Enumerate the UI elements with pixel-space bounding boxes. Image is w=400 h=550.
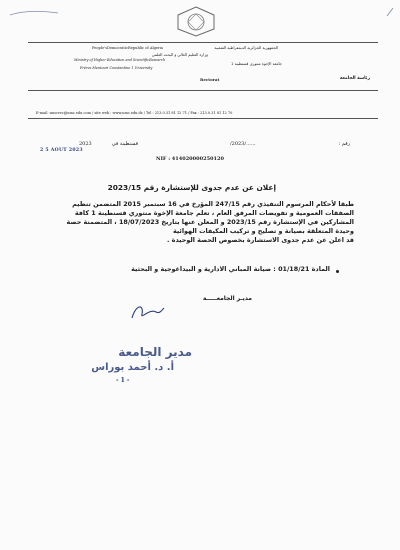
margin-mark-right [386, 2, 394, 12]
ministry-ar: وزارة التعليم العالي و البحث العلمي [151, 52, 208, 57]
paragraph-line-2: الصفقات العمومية و تفويضات المرفق العام ، تعلم جامعة الإخوة منتوري قسنطينة 1 كافة [74, 209, 354, 217]
rectorat-ar: رئاسة الجامعة [339, 76, 370, 81]
reference-date-label: قسنطينة في [111, 141, 138, 147]
reference-date-value: 2023 [79, 141, 92, 147]
header-mid-rule [28, 90, 378, 91]
republic-ar: الجمهورية الجزائرية الديمقراطية الشعبية [214, 45, 278, 50]
notice-paragraph [36, 200, 354, 245]
paragraph-line-1: طبقا لأحكام المرسوم التنفيذي رقم 247/15 المؤرخ في 16 سبتمبر 2015 المتضمن تنظيم [72, 200, 354, 208]
date-stamp: 2 5 AOUT 2023 [40, 148, 83, 153]
header-top-rule [28, 42, 378, 43]
university-en: Frères Mentouri Constantine 1 University [80, 66, 153, 70]
paragraph-line-3: المشاركين في الإستشارة رقم 2023/15 و المعلن عنها بتاريخ 18/07/2023 ، المتضمنة حصة [66, 218, 354, 226]
signature-scribble [126, 300, 166, 324]
stamp-page: - 1 - [116, 377, 130, 384]
rectorat-en: Rectorat [200, 77, 220, 82]
margin-mark-top [8, 2, 62, 12]
republic-en: People'sDemocraticRepublic of Algeria [92, 46, 164, 50]
paragraph-line-5: قد اعلن عن عدم جدوى الاستشارة بخصوص الحصة الوحيدة . [167, 236, 354, 244]
university-logo [174, 5, 218, 37]
contact-rule [28, 118, 378, 119]
stamp-line-2: أ. د. أحمد بوراس [91, 362, 174, 373]
university-ar: جامعة الإخوة منتوري قسنطينة 1 [230, 61, 282, 66]
signature-title: مديـر الجامعـــــة [202, 295, 252, 302]
stamp-line-1: مدير الجامعة [118, 345, 192, 359]
contact-line: E-mail :unscrec@umc.edu.com / site web : www.umc.edu.dz / Tel : 213.0.31 81 12 71 / Fax : 213.0.31 81 12 70 [36, 111, 233, 115]
item-text: المادة 01/18/21 : صيانة المباني الادارية و البيداغوجية و البحثية [131, 265, 330, 273]
item-bullet [336, 270, 339, 273]
notice-title: إعلان عن عدم جدوى للإستشارة رقم 2023/15 [107, 183, 276, 192]
ministry-en: Ministry of Higher Education and ScientificResearch [74, 58, 166, 62]
paragraph-line-4: وحيدة المتعلقة بصيانة و تصليح و تركيب المكيفات الهوائية [172, 227, 354, 235]
reference-number-label: رقم : [338, 141, 350, 147]
nif-number: NIF : 414020000250120 [156, 156, 224, 162]
reference-number-value: /2023/...... [230, 141, 256, 147]
